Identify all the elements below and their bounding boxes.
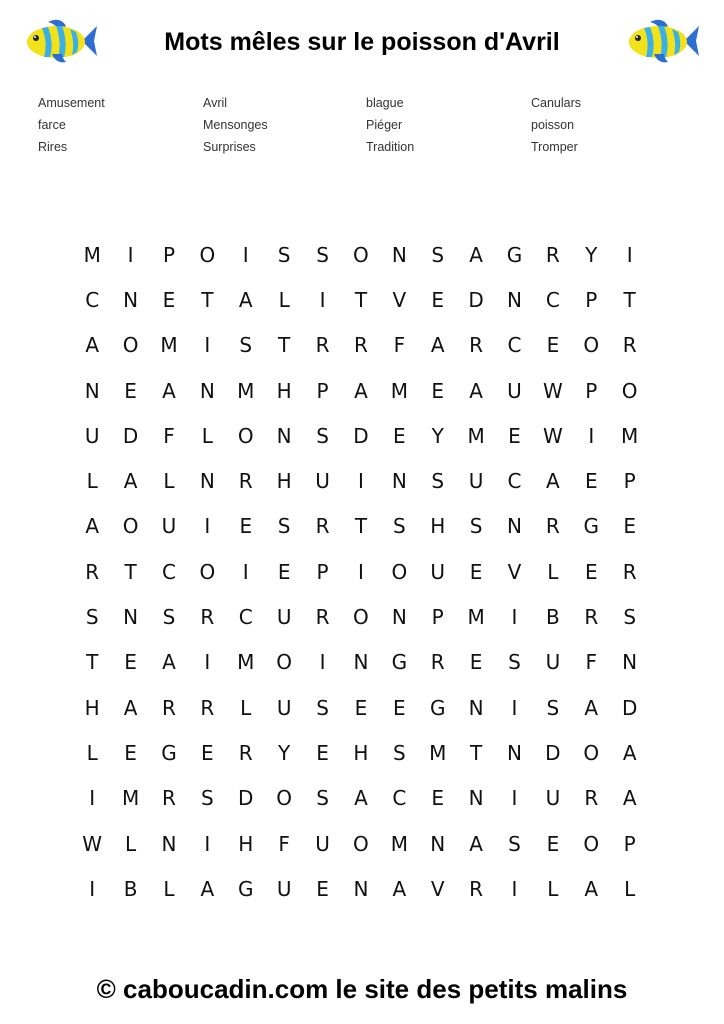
grid-letter[interactable]: N bbox=[391, 469, 407, 494]
grid-letter[interactable]: S bbox=[316, 786, 329, 811]
grid-letter[interactable]: R bbox=[353, 333, 368, 358]
grid-letter[interactable]: U bbox=[276, 876, 292, 901]
grid-letter[interactable]: O bbox=[353, 831, 369, 856]
grid-letter[interactable]: E bbox=[354, 695, 368, 720]
grid-letter[interactable]: U bbox=[430, 559, 446, 584]
grid-letter[interactable]: W bbox=[82, 831, 103, 856]
word-list-item: Mensonges bbox=[203, 118, 268, 132]
grid-letter[interactable]: U bbox=[276, 695, 292, 720]
grid-letter[interactable]: E bbox=[469, 650, 483, 675]
word-list-item: farce bbox=[38, 118, 66, 132]
grid-letter[interactable]: V bbox=[392, 287, 407, 312]
grid-letter[interactable]: M bbox=[467, 423, 485, 448]
grid-letter[interactable]: S bbox=[546, 695, 560, 720]
grid-letter[interactable]: O bbox=[353, 605, 369, 630]
grid-letter[interactable]: N bbox=[199, 469, 215, 494]
grid-letter[interactable]: F bbox=[163, 423, 175, 448]
grid-letter[interactable]: O bbox=[276, 650, 293, 675]
word-list-item: Avril bbox=[203, 96, 228, 110]
grid-letter[interactable]: W bbox=[542, 423, 563, 448]
grid-letter[interactable]: R bbox=[238, 740, 253, 765]
grid-letter[interactable]: E bbox=[124, 378, 137, 403]
grid-letter[interactable]: A bbox=[123, 469, 138, 494]
grid-letter[interactable]: V bbox=[430, 876, 445, 901]
grid-letter[interactable]: A bbox=[123, 695, 138, 720]
grid-letter[interactable]: L bbox=[201, 423, 213, 448]
grid-letter[interactable]: S bbox=[508, 831, 521, 856]
grid-letter[interactable]: T bbox=[354, 287, 368, 312]
grid-letter[interactable]: N bbox=[353, 876, 369, 901]
word-list-item: Surprises bbox=[203, 140, 256, 154]
grid-letter[interactable]: C bbox=[507, 333, 522, 358]
grid-letter[interactable]: I bbox=[204, 650, 211, 675]
grid-letter[interactable]: A bbox=[162, 378, 176, 403]
grid-letter[interactable]: I bbox=[242, 559, 249, 584]
grid-letter[interactable]: T bbox=[201, 287, 214, 312]
grid-letter[interactable]: M bbox=[390, 831, 408, 856]
grid-letter[interactable]: I bbox=[511, 695, 518, 720]
grid-letter[interactable]: L bbox=[278, 287, 290, 312]
grid-letter[interactable]: P bbox=[316, 559, 329, 584]
grid-letter[interactable]: H bbox=[353, 740, 369, 765]
grid-letter[interactable]: O bbox=[583, 333, 600, 358]
grid-letter[interactable]: C bbox=[507, 469, 522, 494]
grid-letter[interactable]: N bbox=[391, 605, 407, 630]
grid-letter[interactable]: A bbox=[622, 740, 637, 765]
grid-letter[interactable]: N bbox=[391, 242, 407, 267]
grid-letter[interactable]: C bbox=[161, 559, 176, 584]
grid-letter[interactable]: H bbox=[430, 514, 446, 539]
grid-letter[interactable]: E bbox=[584, 559, 598, 584]
grid-letter[interactable]: E bbox=[393, 423, 406, 448]
grid-letter[interactable]: E bbox=[431, 287, 445, 312]
grid-letter[interactable]: D bbox=[122, 423, 139, 448]
grid-letter[interactable]: C bbox=[545, 287, 560, 312]
grid-letter[interactable]: W bbox=[542, 378, 563, 403]
grid-letter[interactable]: O bbox=[276, 786, 293, 811]
grid-letter[interactable]: T bbox=[124, 559, 137, 584]
grid-letter[interactable]: H bbox=[276, 378, 292, 403]
grid-letter[interactable]: A bbox=[584, 695, 599, 720]
grid-letter[interactable]: P bbox=[585, 287, 598, 312]
word-list-item: blague bbox=[366, 96, 404, 110]
grid-letter[interactable]: N bbox=[123, 605, 139, 630]
grid-letter[interactable]: I bbox=[588, 423, 595, 448]
grid-letter[interactable]: L bbox=[163, 876, 175, 901]
grid-letter[interactable]: Y bbox=[431, 423, 444, 448]
grid-letter[interactable]: U bbox=[84, 423, 100, 448]
grid-letter[interactable]: S bbox=[431, 469, 445, 494]
grid-letter[interactable]: I bbox=[319, 650, 326, 675]
grid-letter[interactable]: A bbox=[354, 378, 368, 403]
grid-letter[interactable]: I bbox=[89, 876, 96, 901]
grid-letter[interactable]: S bbox=[162, 605, 176, 630]
word-list bbox=[38, 94, 658, 156]
grid-letter[interactable]: I bbox=[357, 559, 364, 584]
grid-letter[interactable]: N bbox=[161, 831, 177, 856]
grid-letter[interactable]: P bbox=[316, 378, 329, 403]
grid-letter[interactable]: E bbox=[316, 876, 329, 901]
footer-credit: © caboucadin.com le site des petits malins bbox=[96, 974, 628, 1004]
grid-letter[interactable]: O bbox=[199, 559, 216, 584]
word-list-item: Canulars bbox=[531, 96, 582, 110]
grid-letter[interactable]: S bbox=[239, 333, 253, 358]
grid-letter[interactable]: A bbox=[85, 514, 100, 539]
grid-letter[interactable]: I bbox=[89, 786, 96, 811]
grid-letter[interactable]: R bbox=[469, 333, 484, 358]
grid-letter[interactable]: S bbox=[508, 650, 521, 675]
grid-letter[interactable]: T bbox=[623, 287, 636, 312]
grid-letter[interactable]: S bbox=[277, 242, 291, 267]
grid-letter[interactable]: S bbox=[85, 605, 99, 630]
grid-letter[interactable]: A bbox=[546, 469, 560, 494]
grid-letter[interactable]: A bbox=[354, 786, 368, 811]
grid-letter[interactable]: O bbox=[583, 740, 600, 765]
grid-letter[interactable]: N bbox=[199, 378, 215, 403]
grid-letter[interactable]: U bbox=[545, 650, 561, 675]
grid-letter[interactable]: D bbox=[353, 423, 369, 448]
grid-letter[interactable]: P bbox=[162, 242, 175, 267]
grid-letter[interactable]: I bbox=[204, 514, 211, 539]
grid-letter[interactable]: M bbox=[237, 650, 255, 675]
grid-letter[interactable]: P bbox=[431, 605, 444, 630]
grid-letter[interactable]: T bbox=[469, 740, 483, 765]
grid-letter[interactable]: N bbox=[507, 514, 522, 539]
grid-letter[interactable]: T bbox=[278, 333, 291, 358]
grid-letter[interactable]: F bbox=[393, 333, 406, 358]
grid-letter[interactable]: Y bbox=[278, 740, 291, 765]
grid-letter[interactable]: M bbox=[237, 378, 255, 403]
word-list-item: Tromper bbox=[531, 140, 578, 154]
grid-letter[interactable]: I bbox=[319, 287, 326, 312]
grid-letter[interactable]: H bbox=[276, 469, 292, 494]
grid-letter[interactable]: U bbox=[276, 605, 292, 630]
grid-letter[interactable]: E bbox=[201, 740, 214, 765]
grid-letter[interactable]: B bbox=[546, 605, 560, 630]
grid-letter[interactable]: O bbox=[353, 242, 369, 267]
grid-letter[interactable]: M bbox=[429, 740, 447, 765]
grid-letter[interactable]: F bbox=[278, 831, 290, 856]
grid-letter[interactable]: P bbox=[585, 378, 598, 403]
word-list-item: Rires bbox=[38, 140, 68, 154]
page-title: Mots mêles sur le poisson d'Avril bbox=[164, 28, 560, 56]
grid-letter[interactable]: R bbox=[469, 876, 484, 901]
grid-letter[interactable]: I bbox=[511, 876, 518, 901]
grid-letter[interactable]: G bbox=[161, 740, 177, 765]
grid-letter[interactable]: R bbox=[430, 650, 445, 675]
grid-letter[interactable]: D bbox=[545, 740, 561, 765]
grid-letter[interactable]: O bbox=[237, 423, 254, 448]
grid-letter[interactable]: N bbox=[468, 786, 484, 811]
word-list-item: Amusement bbox=[38, 96, 105, 110]
grid-letter[interactable]: S bbox=[623, 605, 637, 630]
grid-letter[interactable]: S bbox=[316, 695, 329, 720]
grid-letter[interactable]: E bbox=[469, 559, 483, 584]
grid-letter[interactable]: T bbox=[354, 514, 368, 539]
grid-letter[interactable]: R bbox=[85, 559, 100, 584]
grid-letter[interactable]: O bbox=[122, 333, 139, 358]
grid-letter[interactable]: H bbox=[238, 831, 254, 856]
grid-letter[interactable]: N bbox=[84, 378, 100, 403]
letter-grid bbox=[73, 232, 649, 911]
grid-letter[interactable]: A bbox=[162, 650, 176, 675]
grid-letter[interactable]: E bbox=[508, 423, 521, 448]
grid-letter[interactable]: U bbox=[468, 469, 484, 494]
grid-letter[interactable]: A bbox=[469, 378, 483, 403]
grid-letter[interactable]: E bbox=[393, 695, 406, 720]
grid-letter[interactable]: L bbox=[125, 831, 137, 856]
grid-letter[interactable]: M bbox=[390, 378, 408, 403]
grid-letter[interactable]: E bbox=[546, 333, 560, 358]
grid-letter[interactable]: M bbox=[467, 605, 485, 630]
grid-letter[interactable]: F bbox=[585, 650, 598, 675]
grid-letter[interactable]: C bbox=[238, 605, 253, 630]
grid-letter[interactable]: L bbox=[547, 559, 559, 584]
grid-letter[interactable]: H bbox=[84, 695, 100, 720]
grid-letter[interactable]: I bbox=[626, 242, 633, 267]
word-list-item: poisson bbox=[531, 118, 575, 132]
grid-letter[interactable]: P bbox=[623, 469, 636, 494]
grid-letter[interactable]: R bbox=[545, 242, 560, 267]
grid-letter[interactable]: O bbox=[122, 514, 139, 539]
grid-letter[interactable]: U bbox=[315, 831, 330, 856]
grid-letter[interactable]: N bbox=[507, 287, 522, 312]
grid-letter[interactable]: R bbox=[200, 605, 215, 630]
grid-letter[interactable]: R bbox=[315, 605, 330, 630]
grid-letter[interactable]: R bbox=[162, 695, 176, 720]
grid-letter[interactable]: G bbox=[391, 650, 408, 675]
grid-letter[interactable]: C bbox=[85, 287, 100, 312]
grid-letter[interactable]: R bbox=[238, 469, 253, 494]
grid-letter[interactable]: L bbox=[624, 876, 636, 901]
grid-letter[interactable]: L bbox=[86, 469, 98, 494]
grid-letter[interactable]: D bbox=[238, 786, 254, 811]
grid-letter[interactable]: N bbox=[123, 287, 139, 312]
grid-letter[interactable]: N bbox=[430, 831, 446, 856]
grid-letter[interactable]: E bbox=[623, 514, 636, 539]
grid-letter[interactable]: G bbox=[238, 876, 254, 901]
grid-letter[interactable]: Y bbox=[585, 242, 598, 267]
grid-letter[interactable]: A bbox=[430, 333, 445, 358]
grid-letter[interactable]: S bbox=[316, 242, 329, 267]
grid-letter[interactable]: V bbox=[507, 559, 522, 584]
grid-letter[interactable]: I bbox=[204, 333, 211, 358]
grid-letter[interactable]: A bbox=[469, 242, 483, 267]
grid-letter[interactable]: U bbox=[545, 786, 561, 811]
grid-letter[interactable]: E bbox=[162, 287, 176, 312]
grid-letter[interactable]: N bbox=[353, 650, 369, 675]
grid-letter[interactable]: R bbox=[315, 514, 330, 539]
grid-letter[interactable]: O bbox=[391, 559, 408, 584]
grid-letter[interactable]: N bbox=[507, 740, 522, 765]
grid-letter[interactable]: I bbox=[357, 469, 364, 494]
grid-letter[interactable]: G bbox=[429, 695, 446, 720]
grid-letter[interactable]: L bbox=[86, 740, 98, 765]
grid-letter[interactable]: E bbox=[316, 740, 329, 765]
grid-letter[interactable]: I bbox=[511, 786, 518, 811]
grid-letter[interactable]: I bbox=[204, 831, 211, 856]
grid-letter[interactable]: L bbox=[163, 469, 175, 494]
grid-letter[interactable]: E bbox=[546, 831, 560, 856]
grid-letter[interactable]: I bbox=[511, 605, 518, 630]
grid-letter[interactable]: D bbox=[621, 695, 638, 720]
grid-letter[interactable]: S bbox=[392, 740, 406, 765]
grid-letter[interactable]: R bbox=[584, 605, 599, 630]
grid-letter[interactable]: R bbox=[622, 333, 637, 358]
grid-letter[interactable]: R bbox=[315, 333, 330, 358]
grid-letter[interactable]: S bbox=[431, 242, 445, 267]
grid-letter[interactable]: M bbox=[621, 423, 639, 448]
grid-letter[interactable]: A bbox=[469, 831, 483, 856]
grid-letter[interactable]: L bbox=[547, 876, 559, 901]
page-header bbox=[0, 0, 724, 90]
grid-letter[interactable]: B bbox=[123, 876, 138, 901]
grid-letter[interactable]: O bbox=[621, 378, 638, 403]
grid-letter[interactable]: A bbox=[622, 786, 637, 811]
grid-letter[interactable]: O bbox=[199, 242, 216, 267]
grid-letter[interactable]: M bbox=[83, 242, 101, 267]
grid-letter[interactable]: A bbox=[85, 333, 100, 358]
tropical-fish-icon bbox=[624, 14, 700, 68]
grid-letter[interactable]: E bbox=[431, 378, 445, 403]
grid-letter[interactable]: S bbox=[392, 514, 406, 539]
grid-letter[interactable]: N bbox=[468, 695, 484, 720]
grid-letter[interactable]: P bbox=[623, 831, 636, 856]
grid-letter[interactable]: U bbox=[315, 469, 330, 494]
grid-letter[interactable]: R bbox=[200, 695, 215, 720]
grid-letter[interactable]: R bbox=[622, 559, 637, 584]
grid-letter[interactable]: M bbox=[121, 786, 140, 811]
grid-letter[interactable]: N bbox=[276, 423, 292, 448]
grid-letter[interactable]: S bbox=[469, 514, 483, 539]
grid-letter[interactable]: U bbox=[161, 514, 177, 539]
grid-letter[interactable]: G bbox=[506, 242, 523, 267]
grid-letter[interactable]: E bbox=[124, 740, 137, 765]
grid-letter[interactable]: C bbox=[392, 786, 407, 811]
grid-letter[interactable]: I bbox=[242, 242, 249, 267]
grid-letter[interactable]: A bbox=[238, 287, 253, 312]
grid-letter[interactable]: A bbox=[584, 876, 599, 901]
grid-letter[interactable]: E bbox=[277, 559, 291, 584]
grid-letter[interactable]: S bbox=[277, 514, 291, 539]
word-list-item: Tradition bbox=[366, 140, 415, 154]
grid-letter[interactable]: G bbox=[583, 514, 600, 539]
grid-letter[interactable]: I bbox=[127, 242, 134, 267]
grid-letter[interactable]: A bbox=[200, 876, 215, 901]
grid-letter[interactable]: L bbox=[240, 695, 252, 720]
grid-letter[interactable]: D bbox=[468, 287, 484, 312]
grid-letter[interactable]: O bbox=[583, 831, 600, 856]
grid-letter[interactable]: N bbox=[622, 650, 638, 675]
grid-letter[interactable]: S bbox=[316, 423, 329, 448]
grid-letter[interactable]: R bbox=[545, 514, 560, 539]
grid-letter[interactable]: E bbox=[431, 786, 445, 811]
grid-letter[interactable]: U bbox=[507, 378, 522, 403]
grid-letter[interactable]: R bbox=[584, 786, 599, 811]
grid-letter[interactable]: M bbox=[160, 333, 178, 358]
grid-letter[interactable]: T bbox=[86, 650, 99, 675]
grid-letter[interactable]: E bbox=[584, 469, 598, 494]
grid-letter[interactable]: A bbox=[392, 876, 407, 901]
word-list-item: Piéger bbox=[366, 118, 403, 132]
grid-letter[interactable]: R bbox=[162, 786, 176, 811]
grid-letter[interactable]: S bbox=[201, 786, 214, 811]
grid-letter[interactable]: E bbox=[124, 650, 137, 675]
grid-letter[interactable]: E bbox=[239, 514, 253, 539]
